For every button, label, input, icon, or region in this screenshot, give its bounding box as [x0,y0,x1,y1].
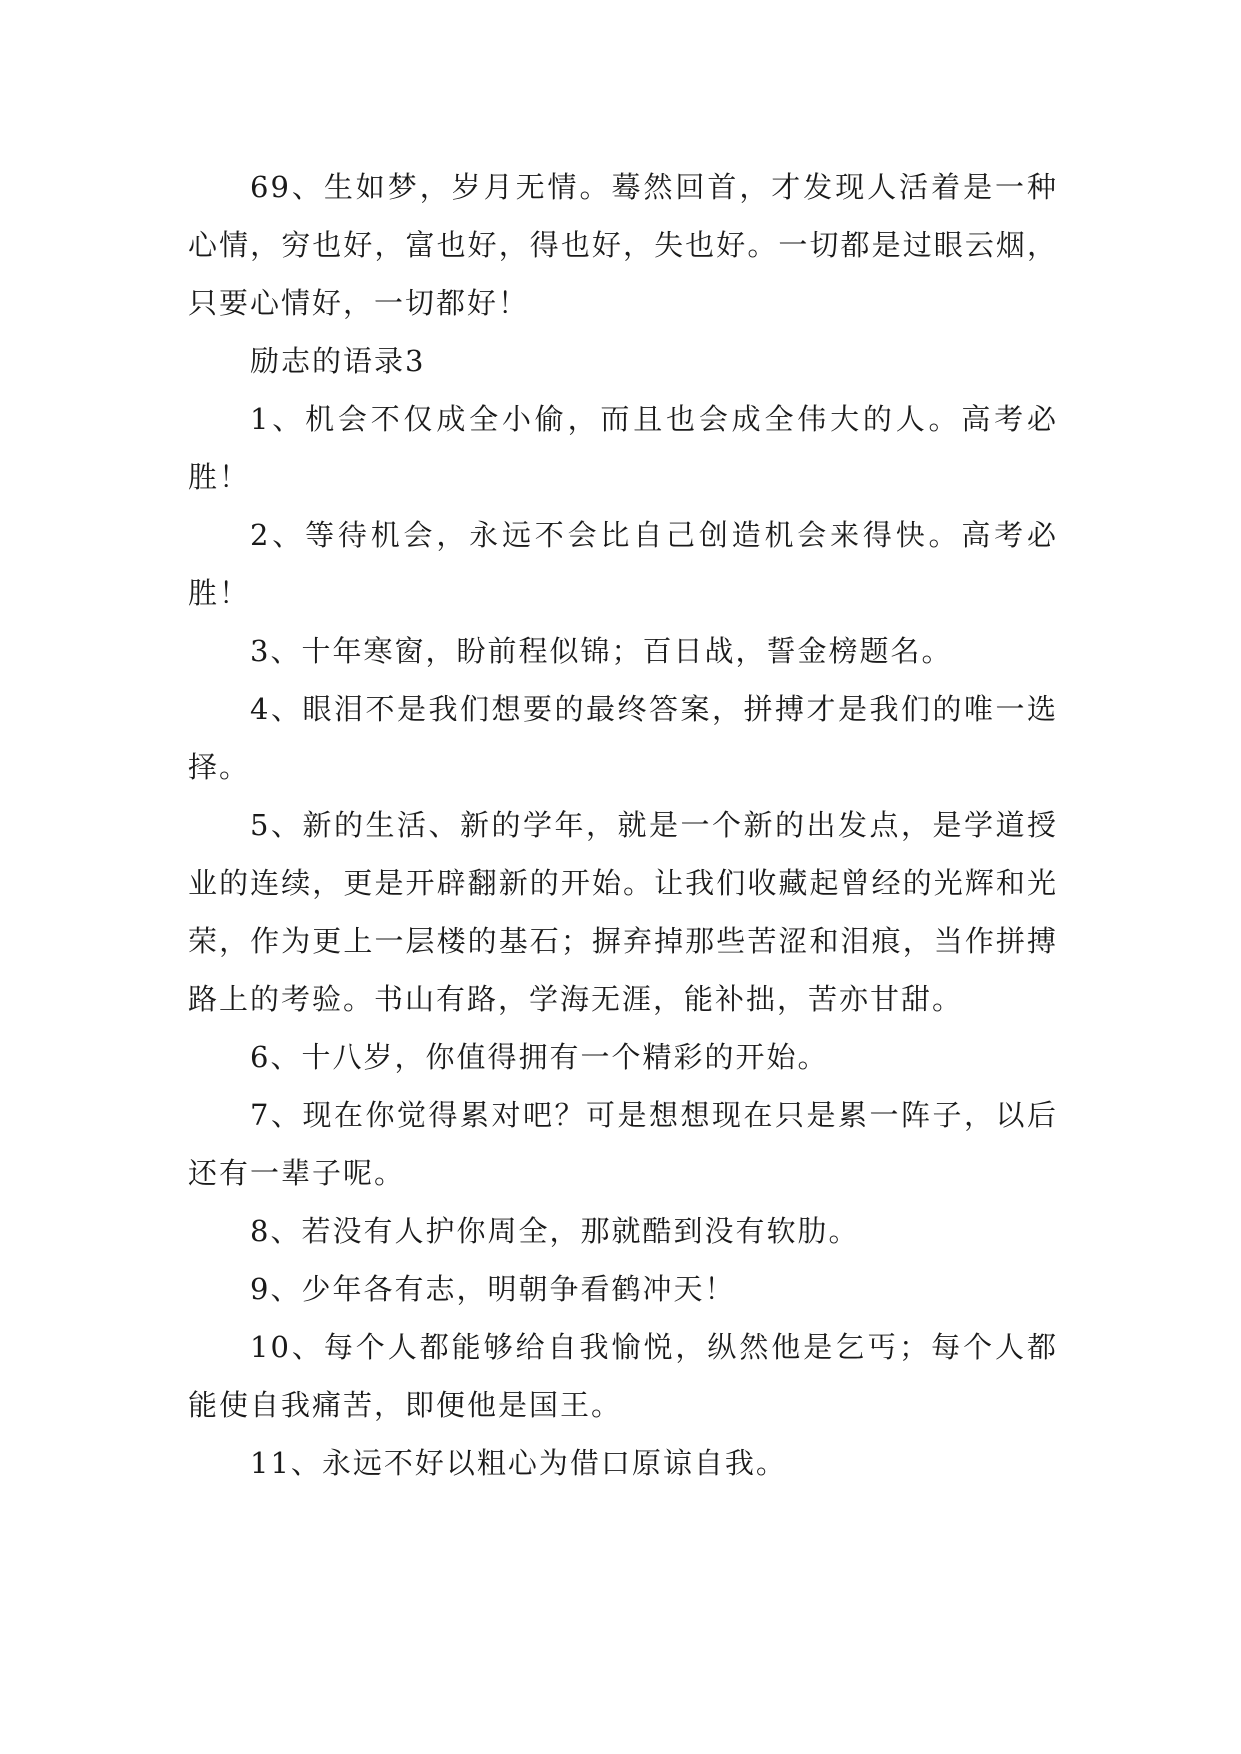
paragraph-8: 8、若没有人护你周全，那就酷到没有软肋。 [250,1214,860,1248]
paragraph-7: 7、现在你觉得累对吧？可是想想现在只是累一阵子，以后还有一辈子呢。 [188,1098,1058,1190]
paragraph-5: 5、新的生活、新的学年，就是一个新的出发点，是学道授业的连续，更是开辟翻新的开始。让我们收藏起曾经的光辉和光荣，作为更上一层楼的基石；摒弃掉那些苦涩和泪痕，当作拼搏路上的考验。书山有路，学海无涯，能补拙，苦亦甘甜。 [188,808,1058,1016]
paragraph-11: 11、永远不好以粗心为借口原谅自我。 [250,1446,787,1480]
paragraph-3: 3、十年寒窗，盼前程似锦；百日战，誓金榜题名。 [250,634,953,668]
section-heading: 励志的语录3 [250,344,426,378]
paragraph-10: 10、每个人都能够给自我愉悦，纵然他是乞丐；每个人都能使自我痛苦，即便他是国王。 [188,1330,1058,1422]
paragraph-2: 2、等待机会，永远不会比自己创造机会来得快。高考必胜！ [188,518,1058,610]
paragraph-1: 1、机会不仅成全小偷，而且也会成全伟大的人。高考必胜！ [188,402,1058,494]
paragraph-4: 4、眼泪不是我们想要的最终答案，拼搏才是我们的唯一选择。 [188,692,1058,784]
paragraph-6: 6、十八岁，你值得拥有一个精彩的开始。 [250,1040,829,1074]
paragraph-69: 69、生如梦，岁月无情。蓦然回首，才发现人活着是一种心情，穷也好，富也好，得也好，失也好。一切都是过眼云烟，只要心情好，一切都好！ [188,170,1058,320]
paragraph-9: 9、少年各有志，明朝争看鹤冲天！ [250,1272,736,1306]
document-page [188,158,1058,1492]
